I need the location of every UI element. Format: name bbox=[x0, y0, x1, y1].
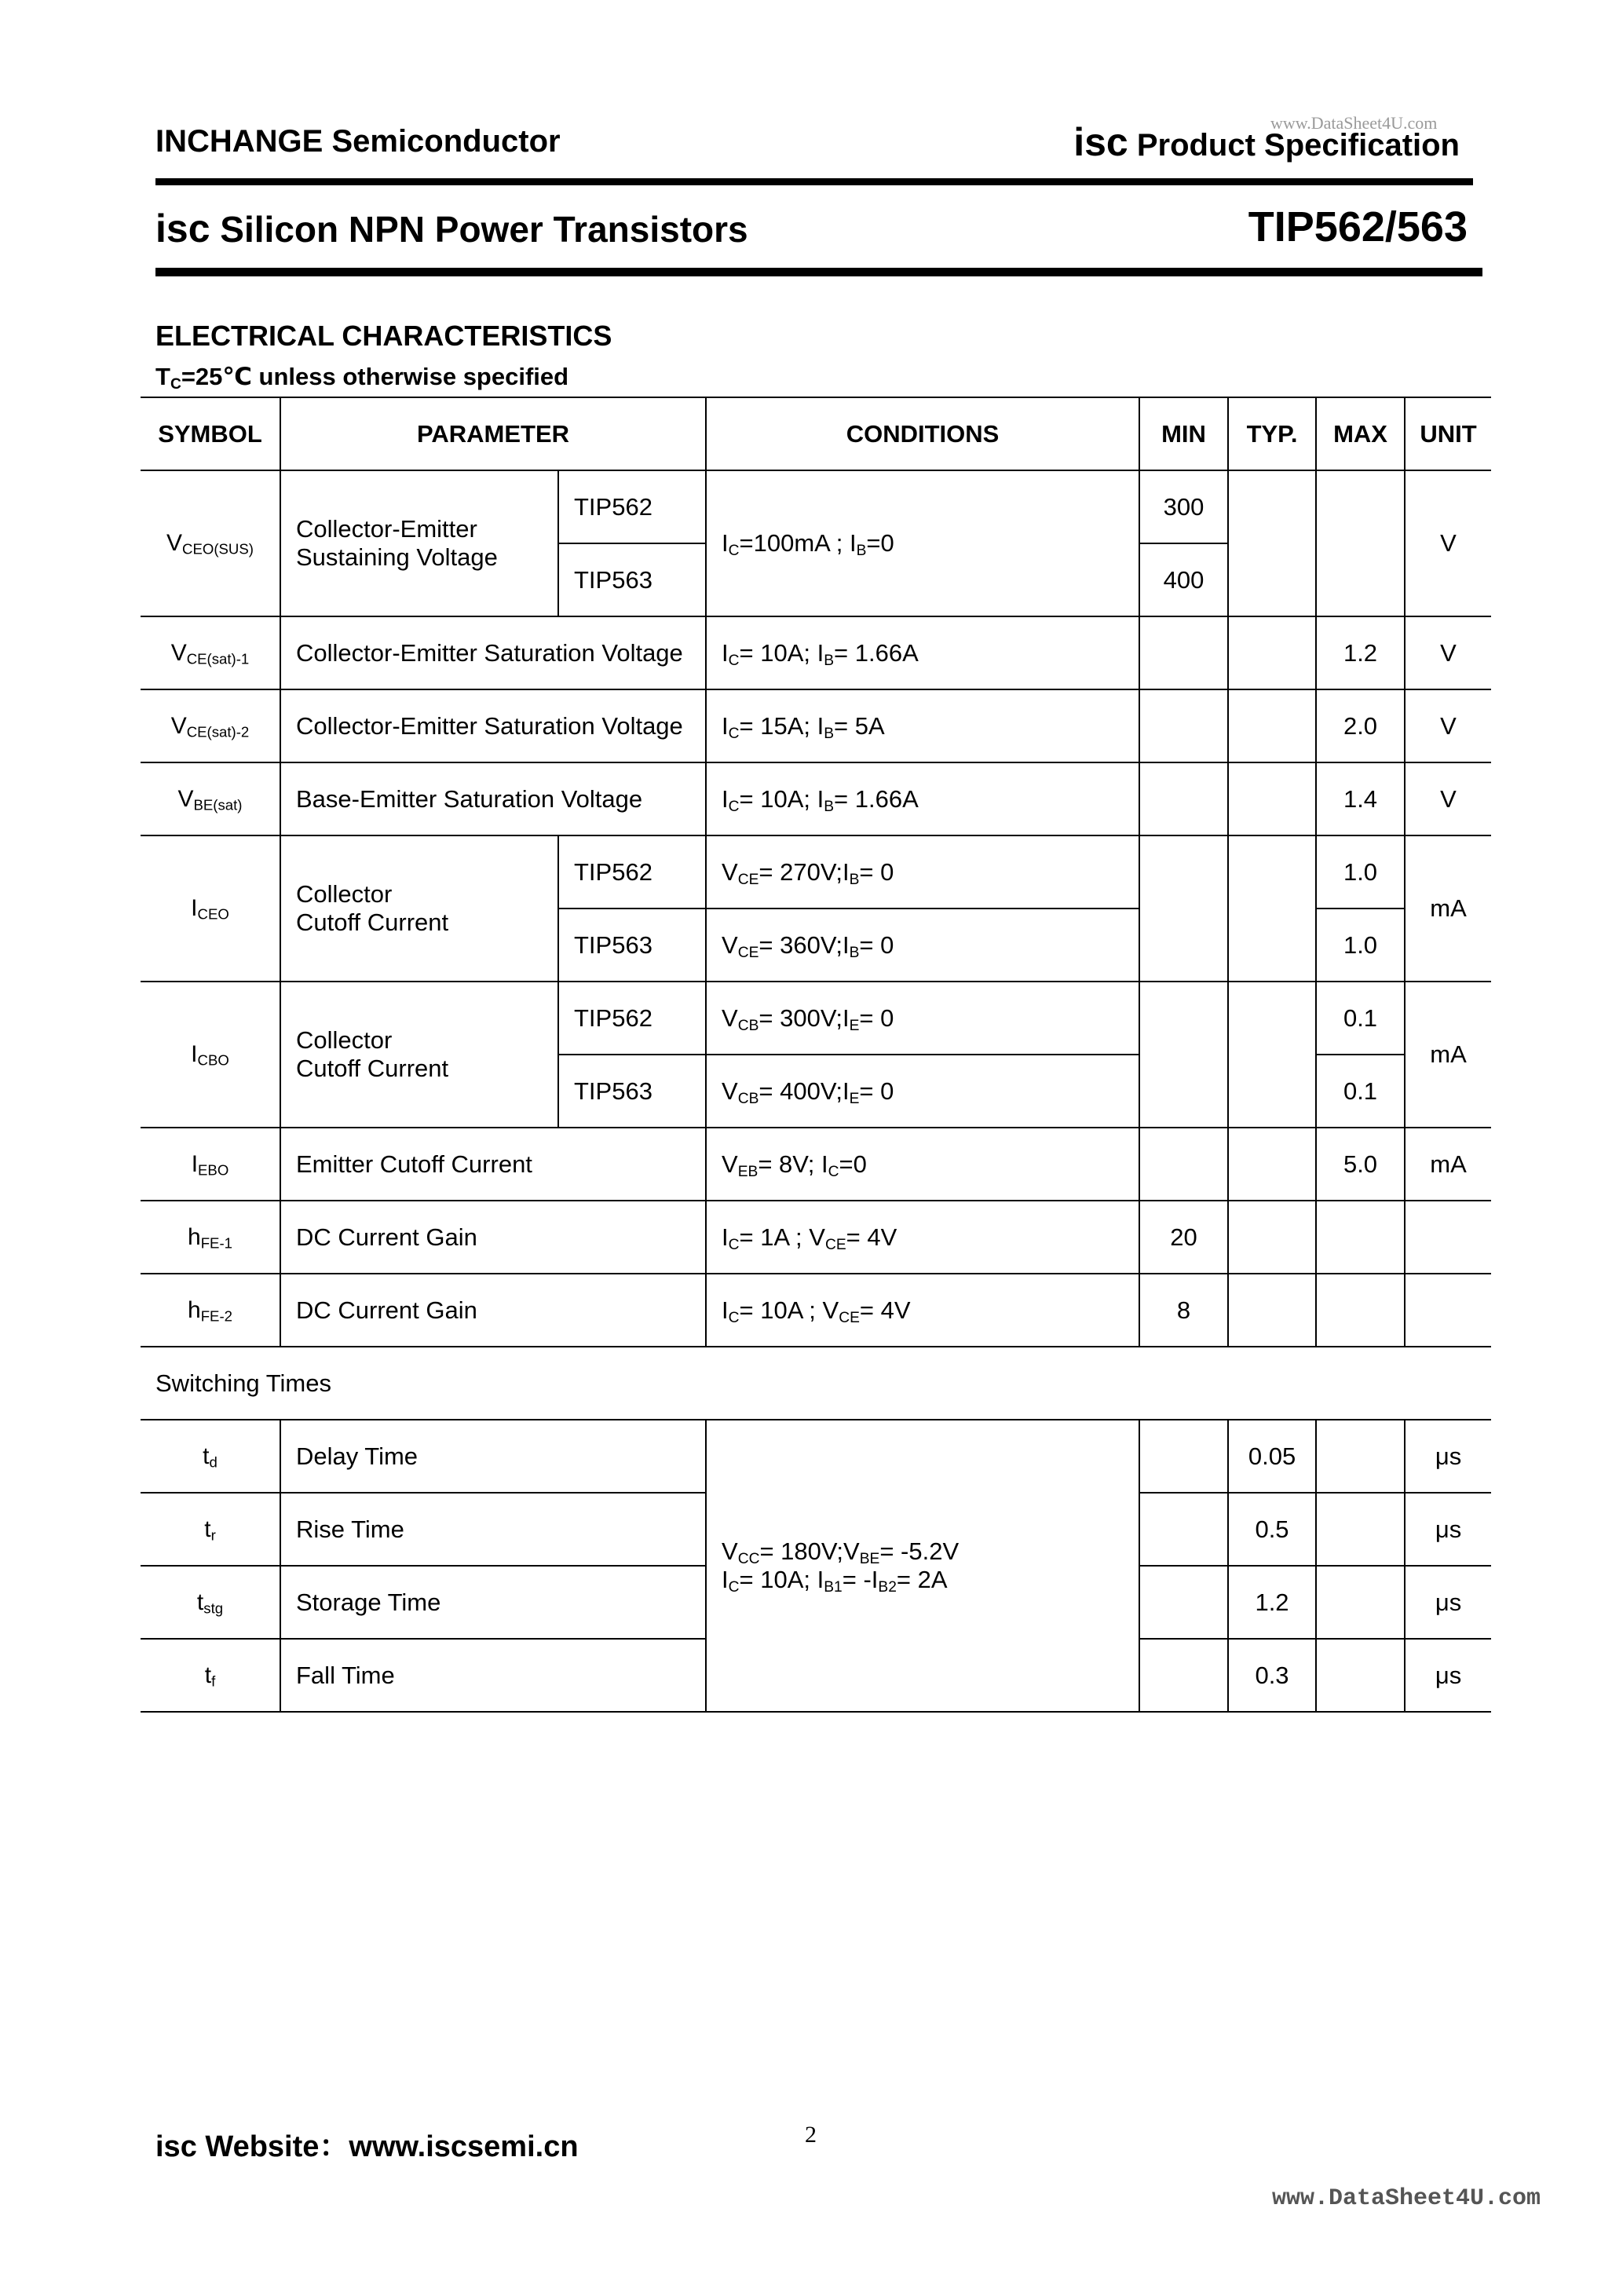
footer-prefix: isc bbox=[155, 2130, 197, 2163]
typ-cell bbox=[1228, 1274, 1316, 1347]
typ-cell bbox=[1228, 1201, 1316, 1274]
typ-cell bbox=[1228, 470, 1316, 616]
header-rule bbox=[155, 178, 1473, 185]
parameter-cell: Fall Time bbox=[280, 1639, 706, 1712]
max-cell bbox=[1316, 1639, 1405, 1712]
typ-cell bbox=[1228, 762, 1316, 835]
max-cell: 2.0 bbox=[1316, 689, 1405, 762]
unit-cell: V bbox=[1405, 470, 1491, 616]
table-row bbox=[141, 835, 1491, 909]
max-cell: 1.0 bbox=[1316, 835, 1405, 909]
unit-cell: μs bbox=[1405, 1639, 1491, 1712]
device-cell: TIP562 bbox=[558, 982, 706, 1055]
device-cell: TIP563 bbox=[558, 909, 706, 982]
symbol-cell: $t_f$ bbox=[141, 1639, 280, 1712]
table-row bbox=[141, 762, 1491, 835]
condition-cell: $I_C= 10A$; $I_B= 1.66A$ bbox=[706, 762, 1139, 835]
max-cell: 5.0 bbox=[1316, 1128, 1405, 1201]
parameter-cell: Collector-Emitter Sustaining Voltage bbox=[280, 470, 558, 616]
col-min: MIN bbox=[1139, 397, 1228, 470]
max-cell bbox=[1316, 470, 1405, 616]
typ-cell: 0.5 bbox=[1228, 1493, 1316, 1566]
typ-cell bbox=[1228, 982, 1316, 1128]
unit-cell: μs bbox=[1405, 1420, 1491, 1493]
symbol-cell: $I_{CEO}$ bbox=[141, 835, 280, 982]
unit-cell bbox=[1405, 1201, 1491, 1274]
min-cell bbox=[1139, 689, 1228, 762]
symbol-cell: $t_{stg}$ bbox=[141, 1566, 280, 1639]
device-cell: TIP563 bbox=[558, 543, 706, 616]
unit-cell: V bbox=[1405, 762, 1491, 835]
min-cell bbox=[1139, 616, 1228, 689]
parameter-cell: Emitter Cutoff Current bbox=[280, 1128, 706, 1201]
min-cell bbox=[1139, 835, 1228, 982]
title-text: Silicon NPN Power Transistors bbox=[210, 209, 748, 250]
min-cell bbox=[1139, 1128, 1228, 1201]
company-name: INCHANGE Semiconductor bbox=[155, 124, 561, 159]
website-footer bbox=[155, 2122, 579, 2165]
condition-cell: $I_C=100mA$ ; $I_B=0$ bbox=[706, 470, 1139, 616]
test-condition: $T_C=25℃$ unless otherwise specified bbox=[155, 363, 569, 393]
condition-cell: $V_{EB}= 8V$; $I_C=0$ bbox=[706, 1128, 1139, 1201]
min-cell bbox=[1139, 1566, 1228, 1639]
col-parameter: PARAMETER bbox=[280, 397, 706, 470]
typ-cell bbox=[1228, 616, 1316, 689]
col-unit: UNIT bbox=[1405, 397, 1491, 470]
unit-cell: V bbox=[1405, 616, 1491, 689]
spec-text: Product Specification bbox=[1128, 128, 1460, 163]
page-number: 2 bbox=[805, 2122, 817, 2148]
max-cell bbox=[1316, 1566, 1405, 1639]
symbol-cell: $h_{FE-2}$ bbox=[141, 1274, 280, 1347]
unit-cell: mA bbox=[1405, 1128, 1491, 1201]
condition-cell: $I_C= 1A$ ; $V_{CE}= 4V$ bbox=[706, 1201, 1139, 1274]
typ-cell: 0.3 bbox=[1228, 1639, 1316, 1712]
typ-cell bbox=[1228, 1128, 1316, 1201]
watermark-top: www.DataSheet4U.com bbox=[1270, 113, 1438, 133]
condition-cell: $V_{CB}=$ $400V;I_E= 0$ bbox=[706, 1055, 1139, 1128]
max-cell: 1.0 bbox=[1316, 909, 1405, 982]
parameter-cell: Collector Cutoff Current bbox=[280, 982, 558, 1128]
min-cell: 8 bbox=[1139, 1274, 1228, 1347]
symbol-cell: $h_{FE-1}$ bbox=[141, 1201, 280, 1274]
symbol-cell: $t_r$ bbox=[141, 1493, 280, 1566]
condition-cell: $V_{CE}=$ $360V;I_B= 0$ bbox=[706, 909, 1139, 982]
spec-label bbox=[1073, 119, 1460, 165]
min-cell bbox=[1139, 1420, 1228, 1493]
min-cell: 300 bbox=[1139, 470, 1228, 543]
col-symbol: SYMBOL bbox=[141, 397, 280, 470]
symbol-cell: $V_{CE(sat)-2}$ bbox=[141, 689, 280, 762]
max-cell bbox=[1316, 1274, 1405, 1347]
title-rule bbox=[155, 268, 1473, 276]
typ-cell: 0.05 bbox=[1228, 1420, 1316, 1493]
condition-cell: $I_C= 10A$; $I_B= 1.66A$ bbox=[706, 616, 1139, 689]
parameter-cell: Collector Cutoff Current bbox=[280, 835, 558, 982]
max-cell: 0.1 bbox=[1316, 982, 1405, 1055]
parameter-cell: Collector-Emitter Saturation Voltage bbox=[280, 616, 706, 689]
watermark-bottom: www.DataSheet4U.com bbox=[1272, 2185, 1541, 2212]
section-title: ELECTRICAL CHARACTERISTICS bbox=[155, 320, 612, 352]
table-row bbox=[141, 1420, 1491, 1493]
table-row bbox=[141, 1128, 1491, 1201]
condition-cell: $I_C= 10A$ ; $V_{CE}= 4V$ bbox=[706, 1274, 1139, 1347]
col-max: MAX bbox=[1316, 397, 1405, 470]
col-conditions: CONDITIONS bbox=[706, 397, 1139, 470]
table-row bbox=[141, 616, 1491, 689]
symbol-cell: $I_{CBO}$ bbox=[141, 982, 280, 1128]
condition-cell: $I_C= 15A$; $I_B= 5A$ bbox=[706, 689, 1139, 762]
title-rule-tail bbox=[1464, 268, 1482, 276]
unit-cell: μs bbox=[1405, 1566, 1491, 1639]
min-cell bbox=[1139, 762, 1228, 835]
title-prefix: isc bbox=[155, 207, 210, 250]
table-row bbox=[141, 470, 1491, 543]
unit-cell: mA bbox=[1405, 835, 1491, 982]
symbol-cell: $V_{BE(sat)}$ bbox=[141, 762, 280, 835]
part-number: TIP562/563 bbox=[1248, 203, 1468, 250]
unit-cell bbox=[1405, 1274, 1491, 1347]
switching-condition-cell: $V_{CC}=$ $180V;V_{BE}= -5.2V$ $I_C= 10A$; $I_{B1}= -I_{B2}= 2A$ bbox=[706, 1420, 1139, 1712]
parameter-cell: Base-Emitter Saturation Voltage bbox=[280, 762, 706, 835]
parameter-cell: Collector-Emitter Saturation Voltage bbox=[280, 689, 706, 762]
parameter-cell: DC Current Gain bbox=[280, 1274, 706, 1347]
min-cell bbox=[1139, 1639, 1228, 1712]
min-cell bbox=[1139, 1493, 1228, 1566]
max-cell: 0.1 bbox=[1316, 1055, 1405, 1128]
device-cell: TIP563 bbox=[558, 1055, 706, 1128]
table-row bbox=[141, 689, 1491, 762]
max-cell bbox=[1316, 1493, 1405, 1566]
max-cell bbox=[1316, 1420, 1405, 1493]
header-row bbox=[141, 397, 1491, 470]
min-cell: 20 bbox=[1139, 1201, 1228, 1274]
table-row bbox=[141, 1201, 1491, 1274]
max-cell: 1.4 bbox=[1316, 762, 1405, 835]
table-row bbox=[141, 1274, 1491, 1347]
symbol-cell: $t_d$ bbox=[141, 1420, 280, 1493]
table-row bbox=[141, 982, 1491, 1055]
unit-cell: μs bbox=[1405, 1493, 1491, 1566]
typ-cell bbox=[1228, 835, 1316, 982]
doc-title bbox=[155, 206, 748, 251]
unit-cell: mA bbox=[1405, 982, 1491, 1128]
device-cell: TIP562 bbox=[558, 835, 706, 909]
condition-cell: $V_{CE}=$ $270V;I_B= 0$ bbox=[706, 835, 1139, 909]
electrical-characteristics-table bbox=[141, 397, 1491, 1713]
parameter-cell: DC Current Gain bbox=[280, 1201, 706, 1274]
min-cell: 400 bbox=[1139, 543, 1228, 616]
switching-times-label: Switching Times bbox=[141, 1347, 1491, 1420]
spec-prefix: isc bbox=[1073, 120, 1128, 164]
condition-cell: $V_{CB}=$ $300V;I_E= 0$ bbox=[706, 982, 1139, 1055]
device-cell: TIP562 bbox=[558, 470, 706, 543]
parameter-cell: Rise Time bbox=[280, 1493, 706, 1566]
max-cell bbox=[1316, 1201, 1405, 1274]
min-cell bbox=[1139, 982, 1228, 1128]
typ-cell: 1.2 bbox=[1228, 1566, 1316, 1639]
col-typ: TYP. bbox=[1228, 397, 1316, 470]
symbol-cell: $I_{EBO}$ bbox=[141, 1128, 280, 1201]
symbol-cell: $V_{CE(sat)-1}$ bbox=[141, 616, 280, 689]
parameter-cell: Delay Time bbox=[280, 1420, 706, 1493]
switching-times-row bbox=[141, 1347, 1491, 1420]
parameter-cell: Storage Time bbox=[280, 1566, 706, 1639]
max-cell: 1.2 bbox=[1316, 616, 1405, 689]
unit-cell: V bbox=[1405, 689, 1491, 762]
symbol-cell: $V_{CEO(SUS)}$ bbox=[141, 470, 280, 616]
typ-cell bbox=[1228, 689, 1316, 762]
footer-website: Website：www.iscsemi.cn bbox=[196, 2130, 579, 2163]
